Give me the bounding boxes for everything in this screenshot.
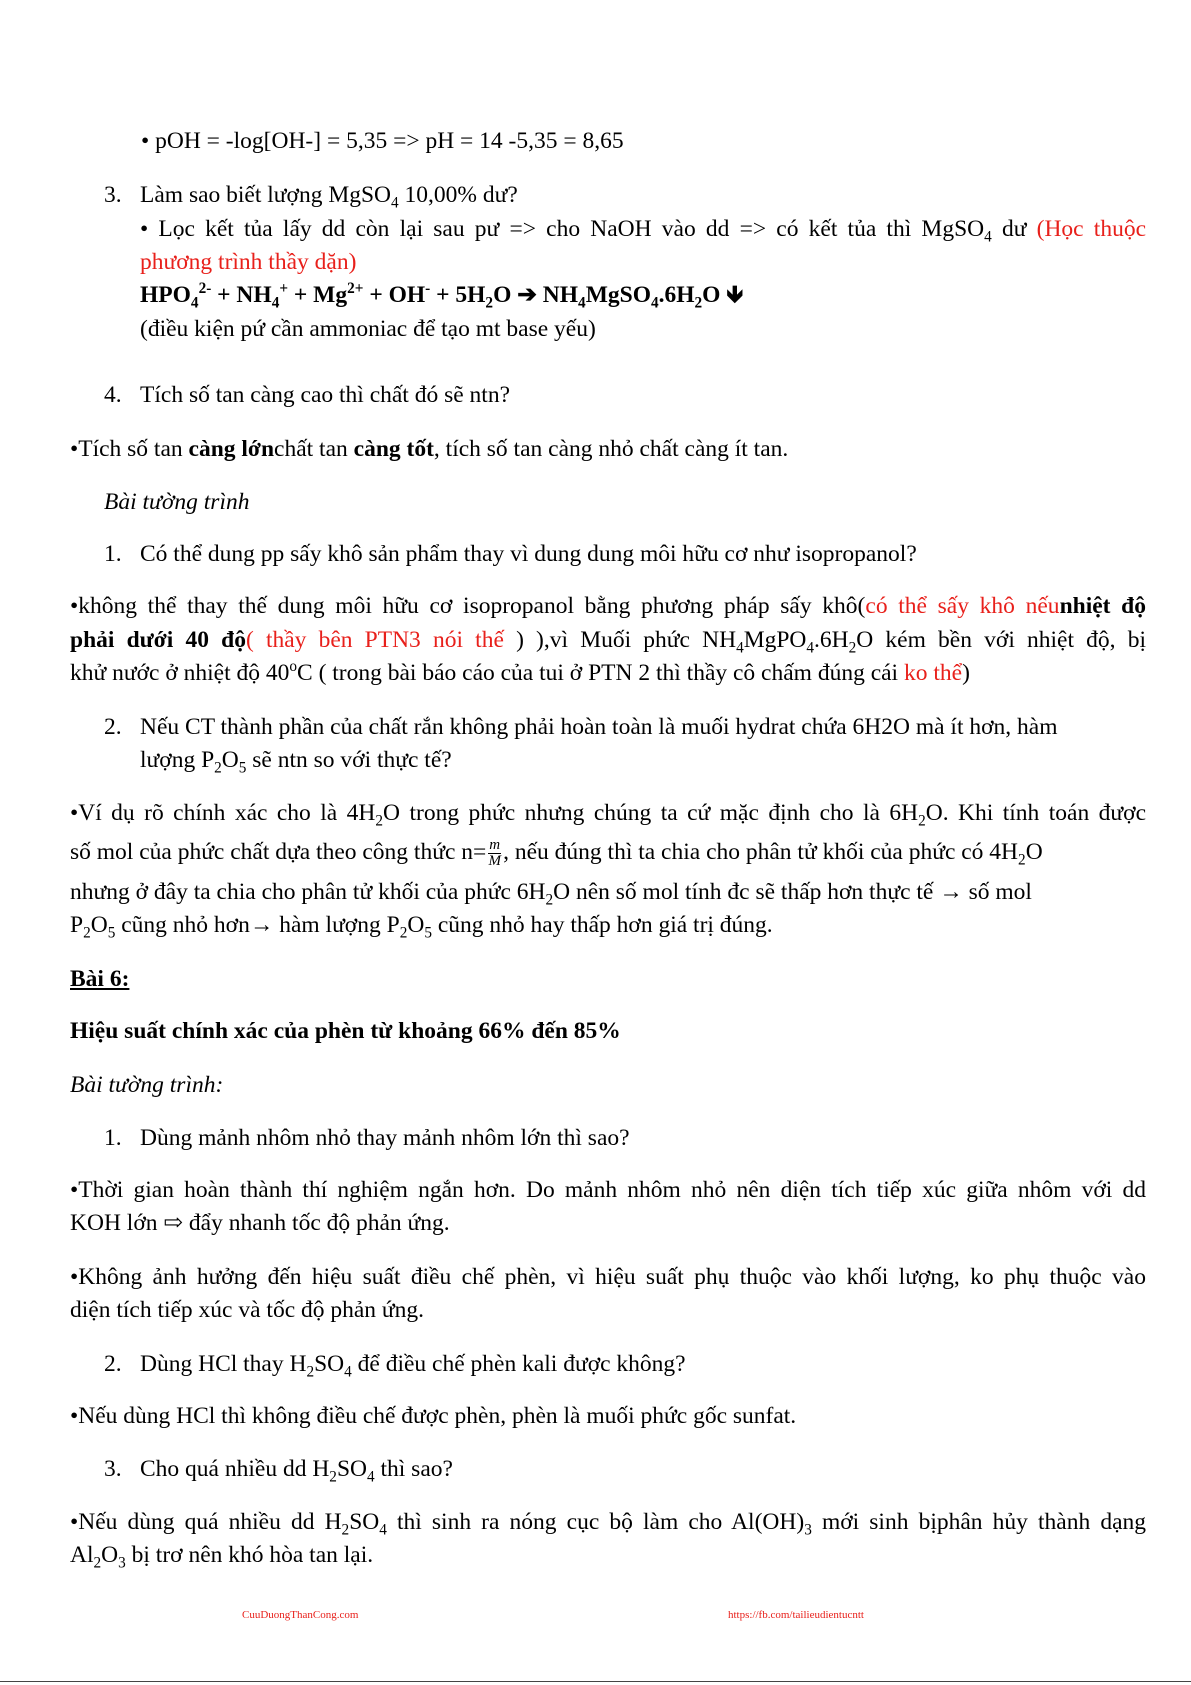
condition-note: (điều kiện pứ cần ammoniac để tạo mt base yếu)	[140, 316, 596, 342]
footer-right-link[interactable]: https://fb.com/tailieudientucntt	[728, 1609, 864, 1621]
question-c2: Dùng HCl thay $H_2SO_4$ để điều chế phèn kali được không?	[140, 1351, 686, 1381]
question-b1-number: 1.	[104, 541, 122, 567]
question-c1-number: 1.	[104, 1125, 122, 1151]
question-c3-number: 3.	[104, 1456, 122, 1482]
bottom-divider	[0, 1681, 1191, 1682]
answer-c1-line-2: KOH lớn ⇨ đẩy nhanh tốc độ phản ứng.	[70, 1210, 450, 1236]
down-arrow-icon: 🡻	[726, 282, 744, 308]
question-3-number: 3.	[104, 182, 122, 208]
answer-b1-line-3: khử nước ở nhiệt độ 40$^o$C ( trong bài báo cáo của tui ở PTN 2 thì thầy cô chấm đúng cái ko thể)	[70, 658, 970, 686]
ph-calc-line: • pOH = -log[OH-] = 5,35 => pH = 14 -5,35 = 8,65	[141, 128, 624, 154]
answer-b2-line-2: số mol của phức chất dựa theo công thức n= $\frac{m}{M}$ , nếu đúng thì ta chia cho phân tử khối của phức có $4H_2O$	[70, 837, 1043, 870]
question-b2-line-2: lượng $P_2O_5$ sẽ ntn so với thực tế?	[140, 747, 452, 777]
answer-3-line-2: phương trình thầy dặn)	[140, 249, 357, 275]
answer-3-line-1: • Lọc kết tủa lấy dd còn lại sau pư => cho NaOH vào dd => có kết tủa thì MgSO$_4$ dư (Học thuộc	[140, 216, 1146, 246]
footer-left-link[interactable]: CuuDuongThanCong.com	[242, 1609, 359, 1621]
section-bai-tuong-trinh-2: Bài tường trình:	[70, 1072, 224, 1098]
question-b1: Có thể dung pp sấy khô sản phẩm thay vì dung dung môi hữu cơ như isopropanol?	[140, 541, 917, 567]
question-4: Tích số tan càng cao thì chất đó sẽ ntn?	[140, 382, 510, 408]
answer-b1-line-2: phải dưới 40 độ( thầy bên PTN3 nói thế ) ),vì Muối phức $NH_4MgPO_4.6H_2O$ kém bền với nhiệt độ, bị	[70, 627, 1147, 657]
answer-b1-line-1: •không thể thay thế dung môi hữu cơ isopropanol bằng phương pháp sấy khô(có thể sấy khô nếunhiệt độ	[70, 593, 1146, 619]
answer-b2-line-3: nhưng ở đây ta chia cho phân tử khối của phức $6H_2O$ nên số mol tính đc sẽ thấp hơn thực tế → số mol	[70, 879, 1032, 909]
section-bai-6: Bài 6:	[70, 966, 130, 992]
answer-c2: •Nếu dùng HCl thì không điều chế được phèn, phèn là muối phức gốc sunfat.	[70, 1403, 797, 1429]
answer-b2-line-4: $P_2O_5$ cũng nhỏ hơn→ hàm lượng $P_2O_5$ cũng nhỏ hay thấp hơn giá trị đúng.	[70, 912, 773, 942]
question-c2-number: 2.	[104, 1351, 122, 1377]
question-b2-number: 2.	[104, 714, 122, 740]
section-bai-tuong-trinh: Bài tường trình	[104, 489, 250, 515]
yield-statement: Hiệu suất chính xác của phèn từ khoảng 66% đến 85%	[70, 1018, 621, 1044]
answer-c1-line-1: •Thời gian hoàn thành thí nghiệm ngắn hơn. Do mảnh nhôm nhỏ nên diện tích tiếp xúc giữa nhôm với dd	[70, 1177, 1146, 1203]
question-3: Làm sao biết lượng MgSO$_4$ 10,00% dư?	[140, 182, 518, 212]
answer-c3-line-2: $Al_2O_3$ bị trơ nên khó hòa tan lại.	[70, 1542, 374, 1572]
question-4-number: 4.	[104, 382, 122, 408]
reaction-equation: $HPO_4^{2-} + NH_4^+ + Mg^{2+} + OH^- + 5H_2O$ ➔ $NH_4MgSO_4.6H_2O$ 🡻	[140, 280, 744, 312]
fraction-m-over-M: $\frac{m}{M}$	[488, 837, 501, 870]
answer-4: •Tích số tan càng lớnchất tan càng tốt, tích số tan càng nhỏ chất càng ít tan.	[70, 436, 789, 462]
answer-b2-line-1: •Ví dụ rõ chính xác cho là $4H_2O$ trong phức nhưng chúng ta cứ mặc định cho là $6H_2O$. Khi tính toán được	[70, 800, 1146, 830]
answer-c1b-line-1: •Không ảnh hưởng đến hiệu suất điều chế phèn, vì hiệu suất phụ thuộc vào khối lượng, ko phụ thuộc vào	[70, 1264, 1146, 1290]
answer-c3-line-1: •Nếu dùng quá nhiều dd $H_2SO_4$ thì sinh ra nóng cục bộ làm cho $Al(OH)_3$ mới sinh bịphân hủy thành dạng	[70, 1509, 1146, 1539]
right-arrow-icon: ➔	[517, 282, 537, 308]
question-c3: Cho quá nhiều dd $H_2SO_4$ thì sao?	[140, 1456, 453, 1486]
question-b2-line-1: Nếu CT thành phần của chất rắn không phải hoàn toàn là muối hydrat chứa 6H2O mà ít hơn, hàm	[140, 714, 1058, 740]
answer-c1b-line-2: diện tích tiếp xúc và tốc độ phản ứng.	[70, 1297, 425, 1323]
question-c1: Dùng mảnh nhôm nhỏ thay mảnh nhôm lớn thì sao?	[140, 1125, 630, 1151]
